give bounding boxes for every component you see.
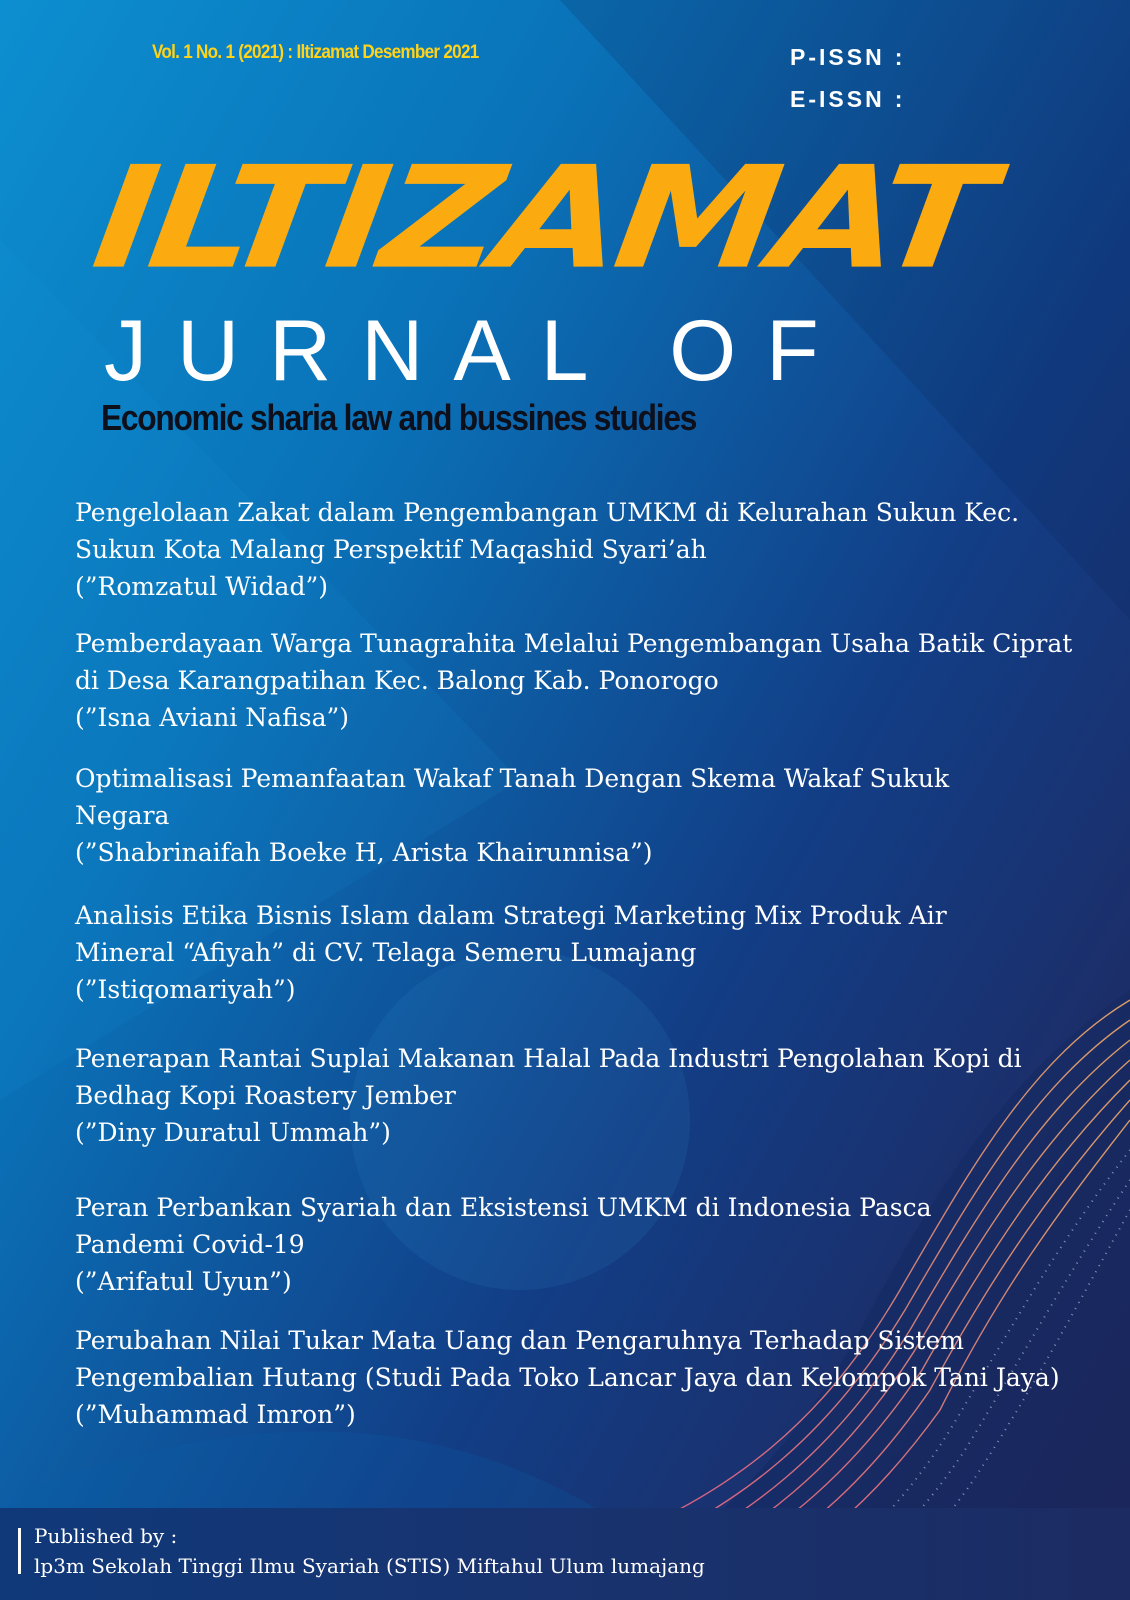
article-title-line: Pandemi Covid-19 (75, 1230, 305, 1259)
article-title-line: Bedhag Kopi Roastery Jember (75, 1081, 456, 1110)
article-title-line: Mineral “Afiyah” di CV. Telaga Semeru Lumajang (75, 938, 697, 967)
article-author: (”Romzatul Widad”) (75, 572, 328, 601)
journal-logo-wordmark: ILTIZAMAT (84, 135, 998, 301)
article-list (75, 494, 1105, 1433)
article-author: (”Shabrinaifah Boeke H, Arista Khairunnisa”) (75, 838, 653, 867)
p-issn-colon: : (894, 44, 906, 70)
article-entry (75, 625, 1105, 736)
article-title-line: Pengelolaan Zakat dalam Pengembangan UMKM di Kelurahan Sukun Kec. (75, 498, 1020, 527)
article-entry (75, 760, 1105, 871)
article-author: (”Istiqomariyah”) (75, 975, 296, 1004)
journal-heading: JURNAL OF (104, 303, 849, 399)
article-title-line: Penerapan Rantai Suplai Makanan Halal Pada Industri Pengolahan Kopi di (75, 1044, 1022, 1073)
e-issn-label (790, 86, 905, 113)
article-title-line: Pengembalian Hutang (Studi Pada Toko Lancar Jaya dan Kelompok Tani Jaya) (75, 1363, 1060, 1392)
volume-issue-label: Vol. 1 No. 1 (2021) : Iltizamat Desember 2021 (152, 42, 479, 63)
article-entry (75, 1040, 1105, 1151)
footer-accent-bar (18, 1528, 21, 1574)
article-entry (75, 1322, 1105, 1433)
e-issn-text: E-ISSN (790, 86, 885, 112)
publisher-footer (0, 1508, 1130, 1600)
article-title-line: Optimalisasi Pemanfaatan Wakaf Tanah Dengan Skema Wakaf Sukuk (75, 764, 950, 793)
article-title-line: Negara (75, 801, 170, 830)
p-issn-text: P-ISSN (790, 44, 885, 70)
article-entry (75, 494, 1105, 605)
p-issn-label (790, 44, 905, 71)
e-issn-colon: : (894, 86, 906, 112)
article-title-line: Analisis Etika Bisnis Islam dalam Strategi Marketing Mix Produk Air (75, 901, 947, 930)
article-author: (”Isna Aviani Nafisa”) (75, 703, 350, 732)
article-title-line: Pemberdayaan Warga Tunagrahita Melalui Pengembangan Usaha Batik Ciprat (75, 629, 1073, 658)
article-title-line: di Desa Karangpatihan Kec. Balong Kab. Ponorogo (75, 666, 719, 695)
article-title-line: Sukun Kota Malang Perspektif Maqashid Syari’ah (75, 535, 707, 564)
article-author: (”Diny Duratul Ummah”) (75, 1118, 391, 1147)
publisher-name: lp3m Sekolah Tinggi Ilmu Syariah (STIS) Miftahul Ulum lumajang (34, 1554, 705, 1578)
article-title-line: Peran Perbankan Syariah dan Eksistensi UMKM di Indonesia Pasca (75, 1193, 932, 1222)
journal-subtitle: Economic sharia law and bussines studies (101, 397, 697, 438)
article-author: (”Muhammad Imron”) (75, 1400, 356, 1429)
article-entry (75, 897, 1105, 1008)
published-by-label: Published by : (34, 1524, 178, 1548)
article-title-line: Perubahan Nilai Tukar Mata Uang dan Pengaruhnya Terhadap Sistem (75, 1326, 964, 1355)
article-entry (75, 1189, 1105, 1300)
article-author: (”Arifatul Uyun”) (75, 1267, 292, 1296)
